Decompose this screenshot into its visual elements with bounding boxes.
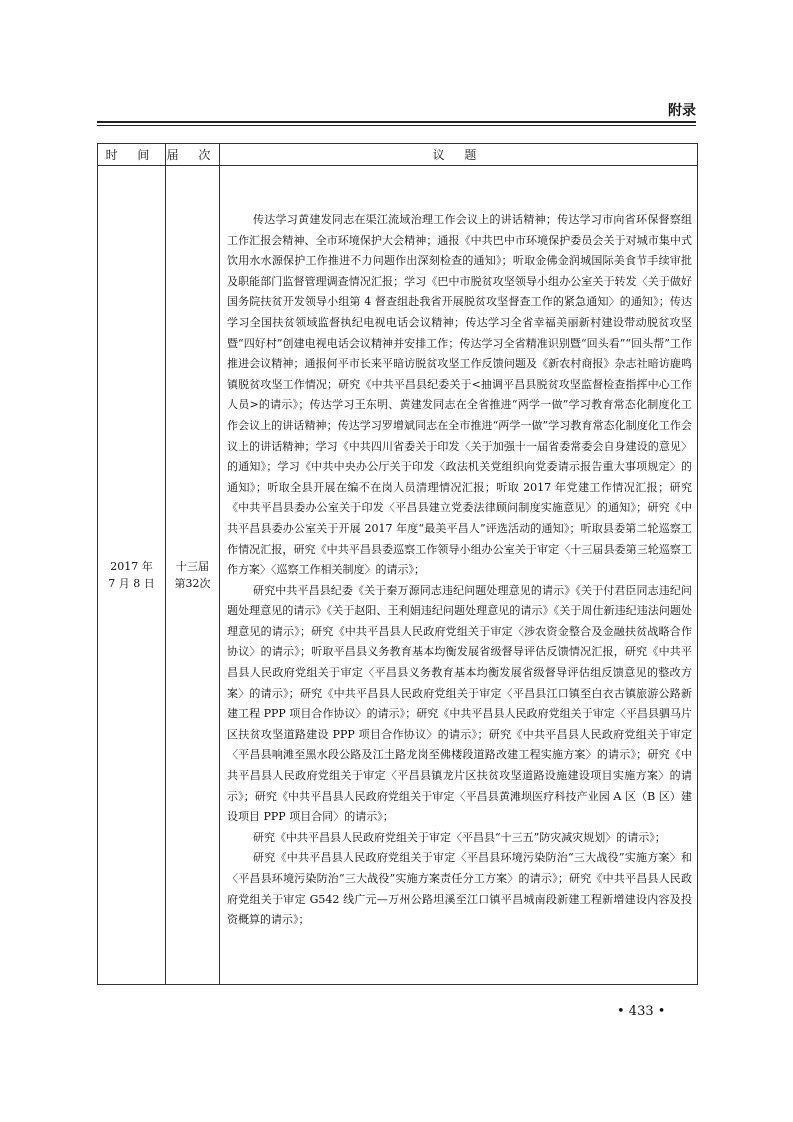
meeting-table: [97, 143, 698, 985]
time-date: 7 月 8 日: [108, 577, 155, 590]
session-number: 第32次: [174, 577, 211, 590]
page-number: • 433 •: [617, 1004, 666, 1019]
header-rule-thick: [97, 121, 696, 123]
column-header-topics: 议 题: [220, 144, 698, 166]
session-cell: [166, 166, 220, 985]
topics-cell: [220, 166, 698, 985]
time-cell: [98, 166, 166, 985]
topic-paragraph: 研究中共平昌县纪委《关于秦万源同志违纪问题处理意见的请示》《关于付君臣同志违纪问题处理意见的请示》《关于赵阳、王利娟违纪问题处理意见的请示》《关于周仕新违纪违法问题处理意见的请示》；研究《中共平昌县人民政府党组关于审定〈涉农资金整合及金融扶贫战略合作协议〉的请示》；听取平昌县义务教育基本均衡发展省级督导评估反馈情况汇报，研究《中共平昌县人民政府党组关于审定〈平昌县义务教育基本均衡发展省级督导评估组反馈意见的整改方案〉的请示》；研究《中共平昌县人民政府党组关于审定〈平昌县江口镇至白衣古镇旅游公路新建工程 PPP 项目合作协议〉的请示》；研究《中共平昌县人民政府党组关于审定〈平昌县驷马片区扶贫攻坚道路建设 PPP 项目合作协议〉的请示》；研究《中共平昌县人民政府党组关于审定〈平昌县响滩至黑水段公路及江土路龙岗至佛楼段道路改建工程实施方案〉的请示》；研究《中共平昌县人民政府党组关于审定〈平昌县镇龙片区扶贫攻坚道路设施建设项目实施方案〉的请示》；研究《中共平昌县人民政府党组关于审定〈平昌县黄滩坝医疗科技产业园 A 区（B 区）建设项目 PPP 项目合同〉的请示》；: [227, 583, 692, 824]
header-rule-thin: [97, 125, 696, 126]
topic-paragraph: 研究《中共平昌县人民政府党组关于审定〈平昌县“十三五”防灾减灾规划〉的请示》；: [253, 830, 666, 844]
time-year: 2017 年: [110, 560, 153, 573]
header-title: 附录: [668, 103, 696, 119]
topic-paragraph: 传达学习黄建发同志在渠江流域治理工作会议上的讲话精神；传达学习市向省环保督察组工作汇报会精神、全市环境保护大会精神；通报《中共巴中市环境保护委员会关于对城市集中式饮用水水源保护工作推进不力问题作出深刻检查的通知》；听取金佛金润城国际美食节手续审批及职能部门监督管理调查情况汇报；学习《巴中市脱贫攻坚领导小组办公室关于转发〈关于做好国务院扶贫开发领导小组第 4 督查组赴我省开展脱贫攻坚督查工作的紧急通知〉的通知》；传达学习全国扶贫领域监督执纪电视电话会议精神；传达学习全省幸福美丽新村建设带动脱贫攻坚暨“四好村”创建电视电话会议精神并安排工作；传达学习全省精准识别暨“回头看”“回头帮”工作推进会议精神；通报何平市长来平暗访脱贫攻坚工作反馈问题及《新农村商报》杂志社暗访鹿鸣镇脱贫攻坚工作情况；研究《中共平昌县纪委关于<抽调平昌县脱贫攻坚监督检查指挥中心工作人员>的请示》；传达学习王东明、黄建发同志在全省推进“两学一做”学习教育常态化制度化工作会议上的讲话精神；传达学习罗增斌同志在全市推进“两学一做”学习教育常态化制度化工作会议上的讲话精神；学习《中共四川省委关于印发〈关于加强十一届省委常委会自身建设的意见〉的通知》；学习《中共中央办公厅关于印发〈政法机关党组织向党委请示报告重大事项规定〉的通知》；听取全县开展在编不在岗人员清理情况汇报；听取 2017 年党建工作情况汇报；研究《中共平昌县委办公室关于印发〈平昌县建立党委法律顾问制度实施意见〉的通知》；研究《中共平昌县委办公室关于开展 2017 年度“最美平昌人”评选活动的通知》；听取县委第二轮巡察工作情况汇报，研究《中共平昌县委巡察工作领导小组办公室关于审定〈十三届县委第三轮巡察工作方案〉〈巡察工作相关制度〉的请示》；: [227, 213, 692, 577]
table-header-row: [98, 144, 698, 166]
running-header: [0, 0, 793, 130]
topic-paragraph: 研究《中共平昌县人民政府党组关于审定〈平昌县环境污染防治“三大战役”实施方案〉和〈平昌县环境污染防治“三大战役”实施方案责任分工方案〉的请示》；研究《中共平昌县人民政府党组关于审定 G542 线广元—万州公路坦溪至江口镇平昌城南段新建工程新增建设内容及投资概算的请示》；: [227, 851, 692, 927]
table-row: [98, 166, 698, 985]
column-header-time: 时 间: [98, 144, 166, 166]
session-term: 十三届: [176, 560, 209, 573]
column-header-session: 届 次: [166, 144, 220, 166]
